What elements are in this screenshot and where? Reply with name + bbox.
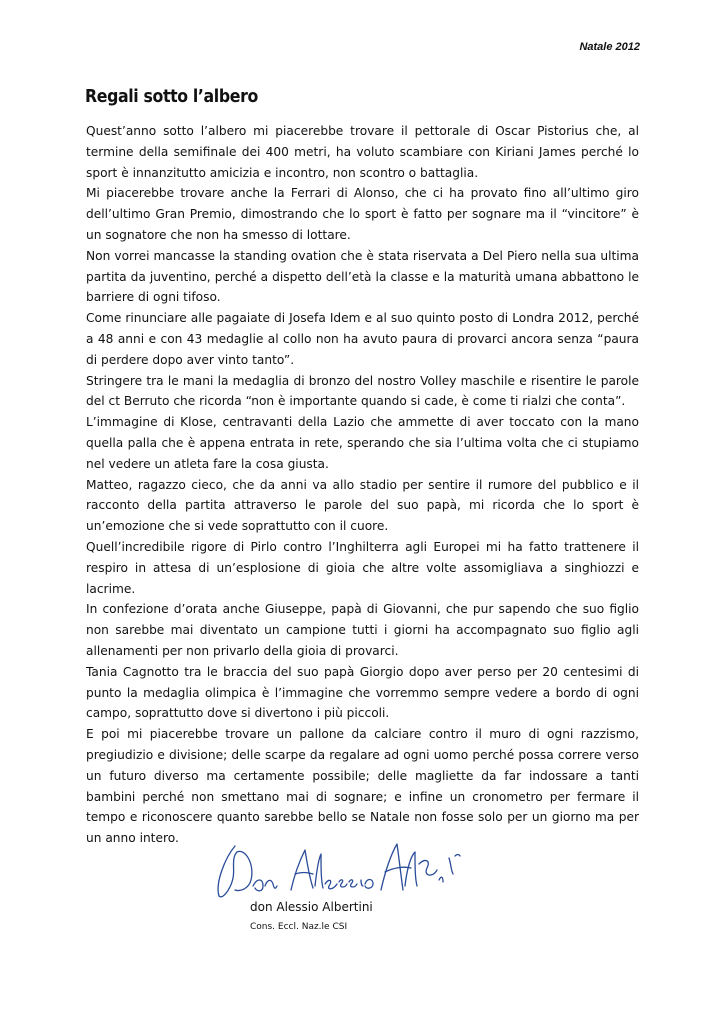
paragraph-1: Quest’anno sotto l’albero mi piacerebbe trovare il pettorale di Oscar Pistorius che, al termine della semifinale dei 400 metri, ha voluto scambiare con Kiriani James perché lo sport è innanzitutto amicizia e incontro, non scontro o battaglia. [86,124,639,180]
page-title: Regali sotto l’albero [85,87,258,107]
letter-body [86,121,639,849]
paragraph-11: E poi mi piacerebbe trovare un pallone da calciare contro il muro di ogni razzismo, pregiudizio e divisione; delle scarpe da regalare ad ogni uomo perché possa correre verso un futuro diverso ma certamente possibile; delle magliette da far indossare a tanti bambini perché non smettano mai di sognare; e infine un cronometro per fermare il tempo e riconoscere quanto sarebbe bello se Natale non fosse solo per un giorno ma per un anno intero. [86,727,639,846]
signatory-name: don Alessio Albertini [250,900,373,914]
header-date: Natale 2012 [579,41,640,53]
paragraph-7: Matteo, ragazzo cieco, che da anni va allo stadio per sentire il rumore del pubblico e il racconto della partita attraverso le parole del suo papà, mi ricorda che lo sport è un’emozione che si vede soprattutto con il cuore. [86,477,639,534]
paragraph-2: Mi piacerebbe trovare anche la Ferrari di Alonso, che ci ha provato fino all’ultimo giro dell’ultimo Gran Premio, dimostrando che lo sport è fatto per sognare ma il “vincitore” è un sognatore che non ha smesso di lottare. [86,186,639,242]
paragraph-10: Tania Cagnotto tra le braccia del suo papà Giorgio dopo aver perso per 20 centesimi di punto la medaglia olimpica è l’immagine che vorremmo sempre vedere a bordo di ogni campo, soprattutto dove si divertono i più piccoli. [86,664,639,721]
paragraph-6: L’immagine di Klose, centravanti della Lazio che ammette di aver toccato con la mano quella palla che è appena entrata in rete, sperando che sia l’ultima volta che ci stupiamo nel vedere un atleta fare la cosa giusta. [86,415,639,471]
paragraph-4: Come rinunciare alle pagaiate di Josefa Idem e al suo quinto posto di Londra 2012, perché a 48 anni e con 43 medaglie al collo non ha avuto paura di provarci ancora senza “paura di perdere dopo aver vinto tanto”. [86,311,639,367]
paragraph-3: Non vorrei mancasse la standing ovation che è stata riservata a Del Piero nella sua ultima partita da juventino, perché a dispetto dell’età la classe e la maturità umana abbattono le barriere di ogni tifoso. [86,248,639,305]
paragraph-9: In confezione d’orata anche Giuseppe, papà di Giovanni, che pur sapendo che suo figlio non sarebbe mai diventato un campione tutti i giorni ha accompagnato suo figlio agli allenamenti per non privarlo della gioia di provarci. [86,602,639,658]
handwritten-signature [205,828,465,908]
signatory-role: Cons. Eccl. Naz.le CSI [250,922,348,932]
paragraph-5: Stringere tra le mani la medaglia di bronzo del nostro Volley maschile e risentire le parole del ct Berruto che ricorda “non è importante quando si cade, è come ti rialzi che conta”. [86,373,639,409]
paragraph-8: Quell’incredibile rigore di Pirlo contro l’Inghilterra agli Europei mi ha fatto trattenere il respiro in attesa di un’esplosione di gioia che altre volte assomigliava a singhiozzi e lacrime. [86,539,639,596]
signature-strokes [218,844,460,897]
